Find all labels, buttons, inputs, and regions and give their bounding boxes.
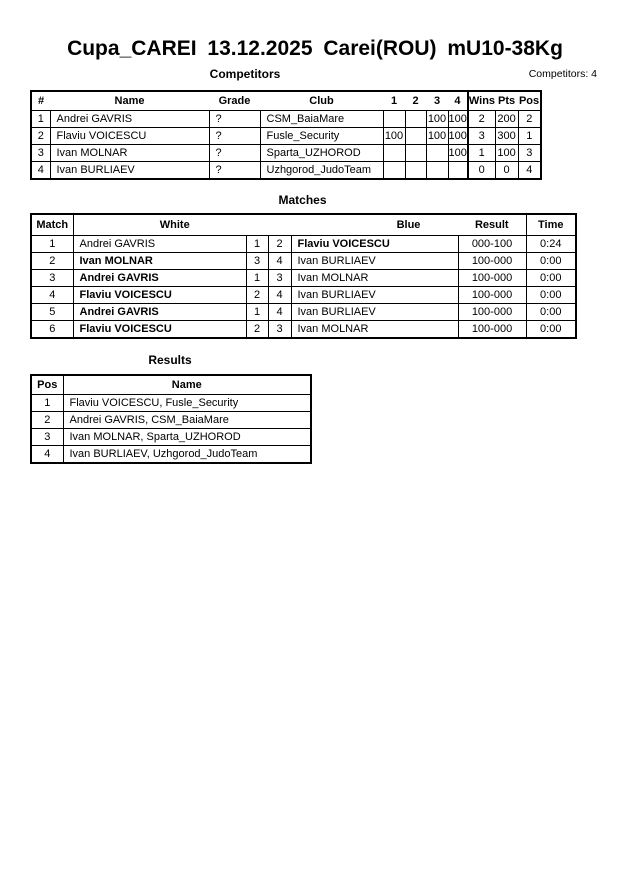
result-row bbox=[31, 446, 311, 464]
cell-club: Sparta_UZHOROD bbox=[260, 145, 383, 162]
cell-blue-name: Ivan BURLIAEV bbox=[291, 253, 458, 270]
cell-result: 000-100 bbox=[458, 236, 526, 253]
col-header-pts: Pts bbox=[495, 91, 518, 111]
cell-number: 2 bbox=[31, 128, 50, 145]
results-header-row bbox=[31, 375, 311, 395]
cell-round2 bbox=[405, 162, 426, 180]
cell-white-seed: 1 bbox=[246, 304, 268, 321]
competitors-count-label: Competitors: 4 bbox=[528, 68, 597, 80]
col-header-club: Club bbox=[260, 91, 383, 111]
cell-wins: 2 bbox=[468, 111, 495, 128]
cell-round4: 100 bbox=[448, 111, 468, 128]
cell-white-name: Ivan MOLNAR bbox=[73, 253, 246, 270]
cell-number: 3 bbox=[31, 145, 50, 162]
cell-round4 bbox=[448, 162, 468, 180]
cell-round2 bbox=[405, 145, 426, 162]
cell-pos: 4 bbox=[31, 446, 63, 464]
cell-blue-name: Ivan MOLNAR bbox=[291, 321, 458, 339]
cell-round1: 100 bbox=[383, 128, 405, 145]
match-row bbox=[31, 287, 576, 304]
col-header-name: Name bbox=[63, 375, 311, 395]
cell-round2 bbox=[405, 111, 426, 128]
competitors-header-row bbox=[31, 91, 541, 111]
results-section-heading: Results bbox=[148, 353, 192, 367]
cell-pos: 3 bbox=[518, 145, 541, 162]
cell-result: 100-000 bbox=[458, 253, 526, 270]
cell-white-name: Andrei GAVRIS bbox=[73, 270, 246, 287]
competitor-row bbox=[31, 111, 541, 128]
col-header-name: Name bbox=[50, 91, 209, 111]
cell-number: 1 bbox=[31, 111, 50, 128]
cell-white-seed: 2 bbox=[246, 287, 268, 304]
cell-club: CSM_BaiaMare bbox=[260, 111, 383, 128]
col-header-number: # bbox=[31, 91, 50, 111]
cell-round3 bbox=[426, 162, 448, 180]
col-header-match: Match bbox=[31, 214, 73, 236]
cell-name: Flaviu VOICESCU, Fusle_Security bbox=[63, 395, 311, 412]
cell-round3: 100 bbox=[426, 111, 448, 128]
cell-result: 100-000 bbox=[458, 304, 526, 321]
competitors-table bbox=[30, 90, 542, 180]
cell-name: Andrei GAVRIS bbox=[50, 111, 209, 128]
col-header-time: Time bbox=[526, 214, 576, 236]
cell-pos: 1 bbox=[518, 128, 541, 145]
cell-result: 100-000 bbox=[458, 270, 526, 287]
match-row bbox=[31, 321, 576, 339]
result-row bbox=[31, 412, 311, 429]
cell-white-name: Flaviu VOICESCU bbox=[73, 321, 246, 339]
cell-round4: 100 bbox=[448, 128, 468, 145]
cell-round1 bbox=[383, 162, 405, 180]
cell-blue-name: Ivan MOLNAR bbox=[291, 270, 458, 287]
col-header-round3: 3 bbox=[426, 91, 448, 111]
results-table bbox=[30, 374, 312, 464]
cell-blue-seed: 4 bbox=[268, 287, 291, 304]
cell-pts: 300 bbox=[495, 128, 518, 145]
cell-time: 0:00 bbox=[526, 253, 576, 270]
cell-time: 0:00 bbox=[526, 304, 576, 321]
col-header-round2: 2 bbox=[405, 91, 426, 111]
col-header-round1: 1 bbox=[383, 91, 405, 111]
cell-pos: 4 bbox=[518, 162, 541, 180]
result-row bbox=[31, 395, 311, 412]
competitor-row bbox=[31, 162, 541, 180]
matches-header-row bbox=[31, 214, 576, 236]
cell-wins: 3 bbox=[468, 128, 495, 145]
match-row bbox=[31, 304, 576, 321]
col-header-round4: 4 bbox=[448, 91, 468, 111]
matches-table bbox=[30, 213, 577, 339]
cell-time: 0:00 bbox=[526, 321, 576, 339]
cell-match-number: 4 bbox=[31, 287, 73, 304]
cell-pos: 3 bbox=[31, 429, 63, 446]
cell-pts: 200 bbox=[495, 111, 518, 128]
cell-club: Uzhgorod_JudoTeam bbox=[260, 162, 383, 180]
cell-round2 bbox=[405, 128, 426, 145]
col-header-blue: Blue bbox=[291, 214, 458, 236]
cell-club: Fusle_Security bbox=[260, 128, 383, 145]
cell-grade: ? bbox=[209, 145, 260, 162]
col-header-pos: Pos bbox=[31, 375, 63, 395]
cell-name: Ivan MOLNAR bbox=[50, 145, 209, 162]
result-row bbox=[31, 429, 311, 446]
cell-result: 100-000 bbox=[458, 287, 526, 304]
cell-blue-seed: 3 bbox=[268, 270, 291, 287]
cell-blue-seed: 2 bbox=[268, 236, 291, 253]
cell-number: 4 bbox=[31, 162, 50, 180]
cell-name: Flaviu VOICESCU bbox=[50, 128, 209, 145]
cell-grade: ? bbox=[209, 128, 260, 145]
col-header-pos: Pos bbox=[518, 91, 541, 111]
col-header-grade: Grade bbox=[209, 91, 260, 111]
cell-round1 bbox=[383, 145, 405, 162]
cell-round3 bbox=[426, 145, 448, 162]
cell-pos: 1 bbox=[31, 395, 63, 412]
col-header-wins: Wins bbox=[468, 91, 495, 111]
cell-match-number: 6 bbox=[31, 321, 73, 339]
cell-pos: 2 bbox=[518, 111, 541, 128]
cell-blue-seed: 4 bbox=[268, 304, 291, 321]
cell-wins: 0 bbox=[468, 162, 495, 180]
cell-blue-name: Flaviu VOICESCU bbox=[291, 236, 458, 253]
cell-pts: 0 bbox=[495, 162, 518, 180]
match-row bbox=[31, 253, 576, 270]
cell-blue-name: Ivan BURLIAEV bbox=[291, 287, 458, 304]
cell-white-name: Flaviu VOICESCU bbox=[73, 287, 246, 304]
cell-match-number: 3 bbox=[31, 270, 73, 287]
cell-white-seed: 3 bbox=[246, 253, 268, 270]
cell-time: 0:24 bbox=[526, 236, 576, 253]
cell-grade: ? bbox=[209, 111, 260, 128]
matches-section-heading: Matches bbox=[278, 193, 327, 207]
cell-round3: 100 bbox=[426, 128, 448, 145]
col-header-result: Result bbox=[458, 214, 526, 236]
col-header-white-num bbox=[246, 214, 268, 236]
cell-match-number: 1 bbox=[31, 236, 73, 253]
cell-pts: 100 bbox=[495, 145, 518, 162]
cell-time: 0:00 bbox=[526, 287, 576, 304]
cell-round4: 100 bbox=[448, 145, 468, 162]
col-header-white: White bbox=[73, 214, 246, 236]
cell-match-number: 2 bbox=[31, 253, 73, 270]
cell-name: Andrei GAVRIS, CSM_BaiaMare bbox=[63, 412, 311, 429]
competitor-row bbox=[31, 145, 541, 162]
cell-name: Ivan MOLNAR, Sparta_UZHOROD bbox=[63, 429, 311, 446]
page-title: Cupa_CAREI 13.12.2025 Carei(ROU) mU10-38Kg bbox=[67, 37, 563, 60]
cell-blue-name: Ivan BURLIAEV bbox=[291, 304, 458, 321]
cell-grade: ? bbox=[209, 162, 260, 180]
cell-white-seed: 1 bbox=[246, 236, 268, 253]
cell-name: Ivan BURLIAEV bbox=[50, 162, 209, 180]
match-row bbox=[31, 270, 576, 287]
cell-white-name: Andrei GAVRIS bbox=[73, 304, 246, 321]
cell-time: 0:00 bbox=[526, 270, 576, 287]
cell-result: 100-000 bbox=[458, 321, 526, 339]
cell-blue-seed: 4 bbox=[268, 253, 291, 270]
match-row bbox=[31, 236, 576, 253]
cell-blue-seed: 3 bbox=[268, 321, 291, 339]
cell-white-seed: 1 bbox=[246, 270, 268, 287]
cell-white-name: Andrei GAVRIS bbox=[73, 236, 246, 253]
cell-round1 bbox=[383, 111, 405, 128]
competitor-row bbox=[31, 128, 541, 145]
cell-match-number: 5 bbox=[31, 304, 73, 321]
cell-pos: 2 bbox=[31, 412, 63, 429]
competitors-section-heading: Competitors bbox=[209, 67, 281, 81]
col-header-blue-num bbox=[268, 214, 291, 236]
cell-wins: 1 bbox=[468, 145, 495, 162]
cell-name: Ivan BURLIAEV, Uzhgorod_JudoTeam bbox=[63, 446, 311, 464]
cell-white-seed: 2 bbox=[246, 321, 268, 339]
